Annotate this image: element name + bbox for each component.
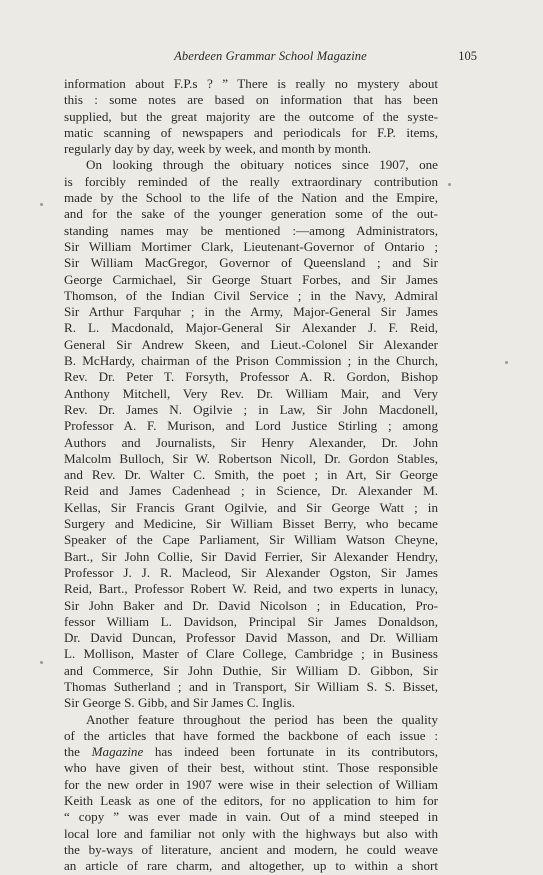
- text-line: for the new order in 1907 were wise in their selection of William: [64, 776, 438, 792]
- text-line: standing names may be mentioned :—among Administrators,: [64, 222, 438, 238]
- text-line: Surgery and Medicine, Sir William Bisset Berry, who became: [64, 516, 438, 532]
- text-line: Keith Leask as one of the editors, for no application to him for: [64, 793, 438, 809]
- text-line: Thomas Sutherland ; and in Transport, Sir William S. S. Bisset,: [64, 678, 438, 694]
- text-line: the by-ways of literature, ancient and modern, he could weave: [64, 841, 438, 857]
- text-line: Sir George S. Gibb, and Sir James C. Inglis.: [64, 695, 296, 711]
- text-line: B. McHardy, chairman of the Prison Commission ; in the Church,: [64, 353, 438, 369]
- text-line: Reid, Bart., Professor Robert W. Reid, and two experts in lunacy,: [64, 581, 438, 597]
- text-line: Professor J. J. R. Macleod, Sir Alexander Ogston, Sir James: [64, 564, 438, 580]
- text-line: and Rev. Dr. Walter C. Smith, the poet ; in Art, Sir George: [64, 467, 438, 483]
- text-line: the Magazine has indeed been fortunate in its contributors,: [64, 744, 438, 760]
- paper-speck: [40, 203, 43, 206]
- text-line: R. L. Macdonald, Major-General Sir Alexander J. F. Reid,: [64, 320, 438, 336]
- page-number: 105: [458, 49, 477, 63]
- text-line: “ copy ” was ever made in vain. Out of a mind steeped in: [64, 809, 438, 825]
- text-line: an article of rare charm, and altogether, up to within a short: [64, 858, 438, 874]
- text-line: Another feature throughout the period has been the quality: [86, 711, 438, 727]
- text-line: General Sir Andrew Skeen, and Lieut.-Colonel Sir Alexander: [64, 336, 438, 352]
- text-line: fessor William L. Davidson, Principal Sir James Donaldson,: [64, 613, 438, 629]
- text-line: Speaker of the Cape Parliament, Sir William Watson Cheyne,: [64, 532, 438, 548]
- text-line: Kellas, Sir Francis Grant Ogilvie, and Sir George Watt ; in: [64, 499, 438, 515]
- text-line: is forcibly reminded of the really extraordinary contribution: [64, 173, 438, 189]
- text-line: Rev. Dr. James N. Ogilvie ; in Law, Sir John Macdonell,: [64, 401, 438, 417]
- paper-speck: [40, 661, 43, 664]
- text-line: Authors and Journalists, Sir Henry Alexander, Dr. John: [64, 434, 438, 450]
- text-line: local lore and familiar not only with the highways but also with: [64, 825, 438, 841]
- text-line: made by the School to the life of the Nation and the Empire,: [64, 190, 438, 206]
- text-line: this : some notes are based on information that has been: [64, 92, 438, 108]
- running-header: [64, 49, 477, 67]
- text-line: Reid and James Cadenhead ; in Science, Dr. Alexander M.: [64, 483, 438, 499]
- text-line: matic scanning of newspapers and periodicals for F.P. items,: [64, 124, 438, 140]
- text-line: Sir John Baker and Dr. David Nicolson ; in Education, Pro-: [64, 597, 438, 613]
- paper-speck: [448, 183, 451, 186]
- body-text: [64, 76, 438, 875]
- text-line: Anthony Mitchell, Very Rev. Dr. William Mair, and Very: [64, 385, 438, 401]
- text-line: Sir Arthur Farquhar ; in the Army, Major-General Sir James: [64, 304, 438, 320]
- text-line: and for the sake of the younger generation some of the out-: [64, 206, 438, 222]
- text-line: George Carmichael, Sir George Stuart Forbes, and Sir James: [64, 271, 438, 287]
- text-line: Professor A. F. Murison, and Lord Justice Stirling ; among: [64, 418, 438, 434]
- text-line: information about F.P.s ? ” There is really no mystery about: [64, 76, 438, 91]
- text-line: and Commerce, Sir John Duthie, Sir William D. Gibbon, Sir: [64, 662, 438, 678]
- text-line: L. Mollison, Master of Clare College, Cambridge ; in Business: [64, 646, 438, 662]
- text-line: Rev. Dr. Peter T. Forsyth, Professor A. R. Gordon, Bishop: [64, 369, 438, 385]
- italic-title: Magazine: [91, 744, 144, 760]
- text-line: On looking through the obituary notices since 1907, one: [86, 157, 438, 173]
- text-line: supplied, but the great majority are the outcome of the syste-: [64, 108, 438, 124]
- text-line: Bart., Sir John Collie, Sir David Ferrier, Sir Alexander Hendry,: [64, 548, 438, 564]
- paper-speck: [505, 361, 508, 364]
- text-line: of the articles that have formed the backbone of each issue :: [64, 727, 438, 743]
- text-line: Sir William Mortimer Clark, Lieutenant-Governor of Ontario ;: [64, 238, 438, 254]
- text-line: Malcolm Bulloch, Sir W. Robertson Nicoll, Dr. Gordon Stables,: [64, 450, 438, 466]
- text-line: who have given of their best, without stint. Those responsible: [64, 760, 438, 776]
- running-title: Aberdeen Grammar School Magazine: [174, 49, 367, 63]
- text-line: regularly day by day, week by week, and month by month.: [64, 141, 372, 157]
- text-line: Dr. David Duncan, Professor David Masson, and Dr. William: [64, 630, 438, 646]
- text-line: Sir William MacGregor, Governor of Queensland ; and Sir: [64, 255, 438, 271]
- text-line: Thomson, of the Indian Civil Service ; in the Navy, Admiral: [64, 287, 438, 303]
